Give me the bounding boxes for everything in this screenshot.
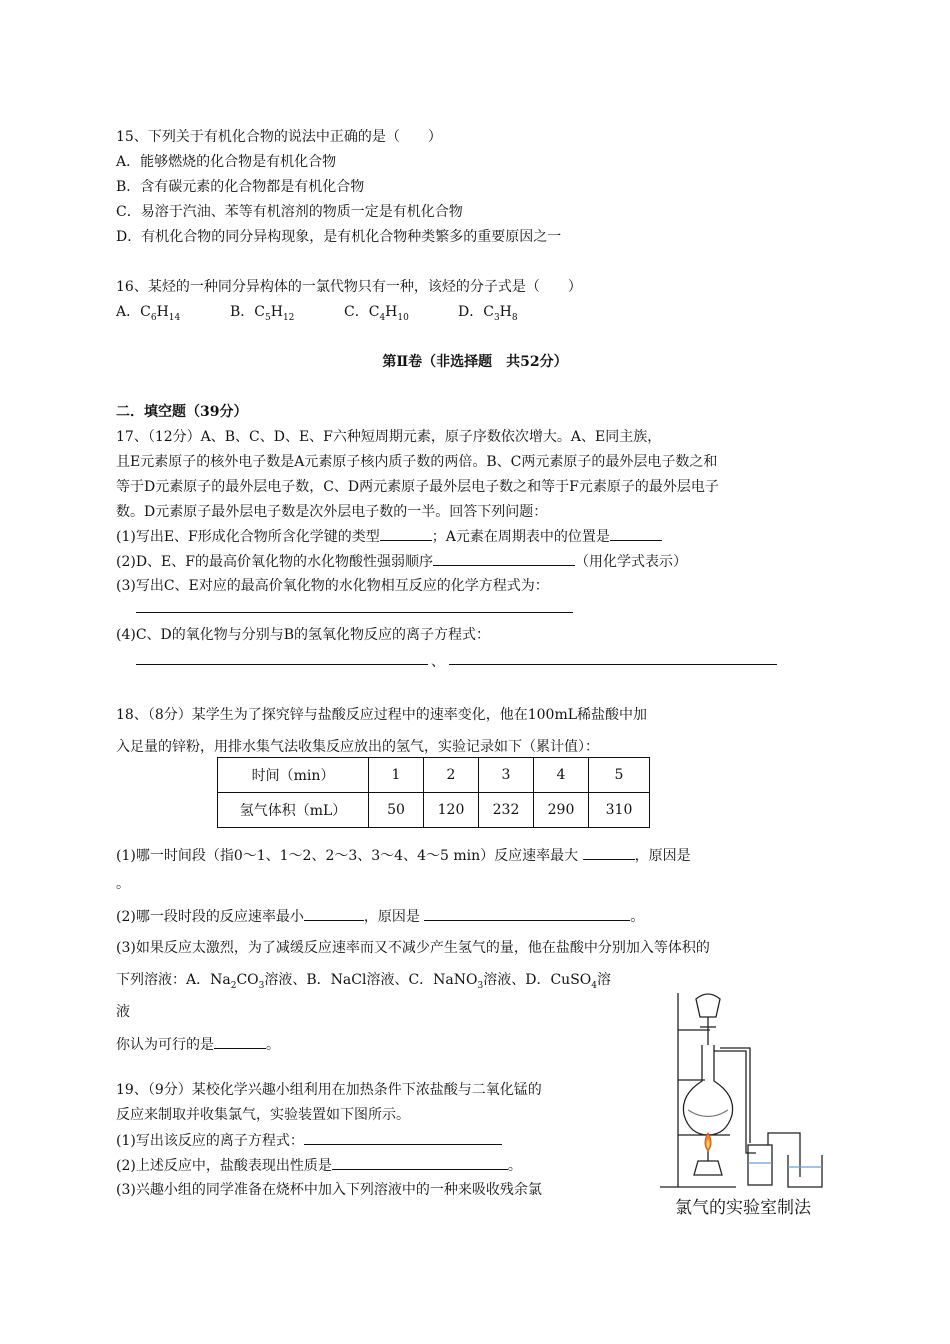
table-cell: 50 xyxy=(369,793,424,828)
q17-line-3: 等于D元素原子的最外层电子数，C、D两元素原子最外层电子数之和等于F元素原子的最外层电子 xyxy=(116,479,719,495)
q17-line-2: 且E元素原子的核外电子数是A元素原子核内质子数的两倍。B、C两元素原子的最外层电子数之和 xyxy=(116,454,718,470)
table-row xyxy=(218,758,650,793)
table-cell: 2 xyxy=(424,758,479,793)
q18-line-1: 18、（8分）某学生为了探究锌与盐酸反应过程中的速率变化，他在100mL稀盐酸中加 xyxy=(116,707,648,723)
q17-part-3: (3)写出C、E对应的最高价氧化物的水化物相互反应的化学方程式为： xyxy=(116,578,549,594)
q15-option-b: B．含有碳元素的化合物都是有机化合物 xyxy=(116,179,365,195)
q17-part-4: (4)C、D的氧化物与分别与B的氢氧化物反应的离子方程式： xyxy=(116,627,491,643)
q18-part-1: (1)哪一时间段（指0～1、1～2、2～3、3～4、4～5 min）反应速率最大 ，原因是 xyxy=(116,845,691,866)
answer-line[interactable] xyxy=(449,664,777,665)
q18-part-3-cont: 液 xyxy=(116,1004,130,1020)
section-title: 二．填空题（39分） xyxy=(116,404,248,420)
q16-option-c: C．$C_4H_{10}$ xyxy=(344,304,409,323)
q18-part-2: (2)哪一段时段的反应速率最小 ，原因是 。 xyxy=(116,906,644,927)
table-cell: 3 xyxy=(479,758,534,793)
table-header-cell: 时间（min） xyxy=(218,758,369,793)
q15-option-d: D．有机化合物的同分异构现象，是有机化合物种类繁多的重要原因之一 xyxy=(116,229,562,245)
answer-blank[interactable] xyxy=(304,906,364,921)
q16-stem: 16、某烃的一种同分异构体的一氯代物只有一种，该烃的分子式是（ ） xyxy=(116,279,582,295)
answer-blank[interactable] xyxy=(433,551,575,566)
table-cell: 1 xyxy=(369,758,424,793)
q16-options xyxy=(116,302,518,328)
answer-blank[interactable] xyxy=(380,526,432,541)
figure-caption: 氯气的实验室制法 xyxy=(675,1198,811,1218)
answer-blank[interactable] xyxy=(214,1034,266,1049)
chlorine-apparatus-figure xyxy=(650,985,840,1195)
answer-blank[interactable] xyxy=(332,1155,508,1170)
q19-part-2: (2)上述反应中，盐酸表现出性质是 。 xyxy=(116,1155,522,1176)
part-title: 第Ⅱ卷（非选择题 共52分） xyxy=(382,354,568,370)
separator: 、 xyxy=(431,654,445,670)
table-cell: 290 xyxy=(534,793,589,828)
q18-part-3-options: 下列溶液：A．$Na_2CO_3$溶液、B．NaCl溶液、C．NaNO$_3$溶液、D．CuSO$_4$溶 xyxy=(116,972,612,991)
q19-part-3: (3)兴趣小组的同学准备在烧杯中加入下列溶液中的一种来吸收残余氯 xyxy=(116,1182,542,1198)
table-cell: 4 xyxy=(534,758,589,793)
q15-stem: 15、下列关于有机化合物的说法中正确的是（ ） xyxy=(116,129,442,145)
q18-part-1-end: 。 xyxy=(116,876,130,892)
q15-option-c: C．易溶于汽油、苯等有机溶剂的物质一定是有机化合物 xyxy=(116,204,463,220)
answer-line[interactable] xyxy=(136,612,573,613)
q16-option-b: B．$C_5H_{12}$ xyxy=(230,304,295,323)
answer-blank[interactable] xyxy=(610,526,662,541)
q17-line-1: 17、（12分）A、B、C、D、E、F六种短周期元素，原子序数依次增大。A、E同主族， xyxy=(116,429,662,445)
q18-part-3-answer: 你认为可行的是 。 xyxy=(116,1034,280,1055)
q18-line-2: 入足量的锌粉，用排水集气法收集反应放出的氢气，实验记录如下（累计值）： xyxy=(116,739,599,755)
q17-part-2: (2)D、E、F的最高价氧化物的水化物酸性强弱顺序 （用化学式表示） xyxy=(116,551,687,572)
q19-line-1: 19、（9分）某校化学兴趣小组利用在加热条件下浓盐酸与二氧化锰的 xyxy=(116,1082,542,1098)
q18-part-3: (3)如果反应太激烈，为了减缓反应速率而又不减少产生氢气的量，他在盐酸中分别加入等体积的 xyxy=(116,940,710,956)
table-header-cell: 氢气体积（mL） xyxy=(218,793,369,828)
answer-blank[interactable] xyxy=(304,1130,502,1145)
q19-line-2: 反应来制取并收集氯气，实验装置如下图所示。 xyxy=(116,1107,410,1123)
answer-line[interactable] xyxy=(136,664,428,665)
table-cell: 120 xyxy=(424,793,479,828)
table-cell: 232 xyxy=(479,793,534,828)
q17-part-1: (1)写出E、F形成化合物所含化学键的类型 ；A元素在周期表中的位置是 xyxy=(116,526,662,547)
answer-blank[interactable] xyxy=(583,845,635,860)
table-cell: 5 xyxy=(589,758,650,793)
q17-line-4: 数。D元素原子最外层电子数是次外层电子数的一半。回答下列问题： xyxy=(116,504,548,520)
q16-option-d: D．$C_3H_8$ xyxy=(458,304,518,323)
answer-blank[interactable] xyxy=(424,906,630,921)
table-row xyxy=(218,793,650,828)
q16-option-a: A．$C_6H_{14}$ xyxy=(116,304,181,323)
q19-part-1: (1)写出该反应的离子方程式： xyxy=(116,1130,502,1151)
q15-option-a: A．能够燃烧的化合物是有机化合物 xyxy=(116,154,337,170)
data-table xyxy=(217,757,650,828)
table-cell: 310 xyxy=(589,793,650,828)
